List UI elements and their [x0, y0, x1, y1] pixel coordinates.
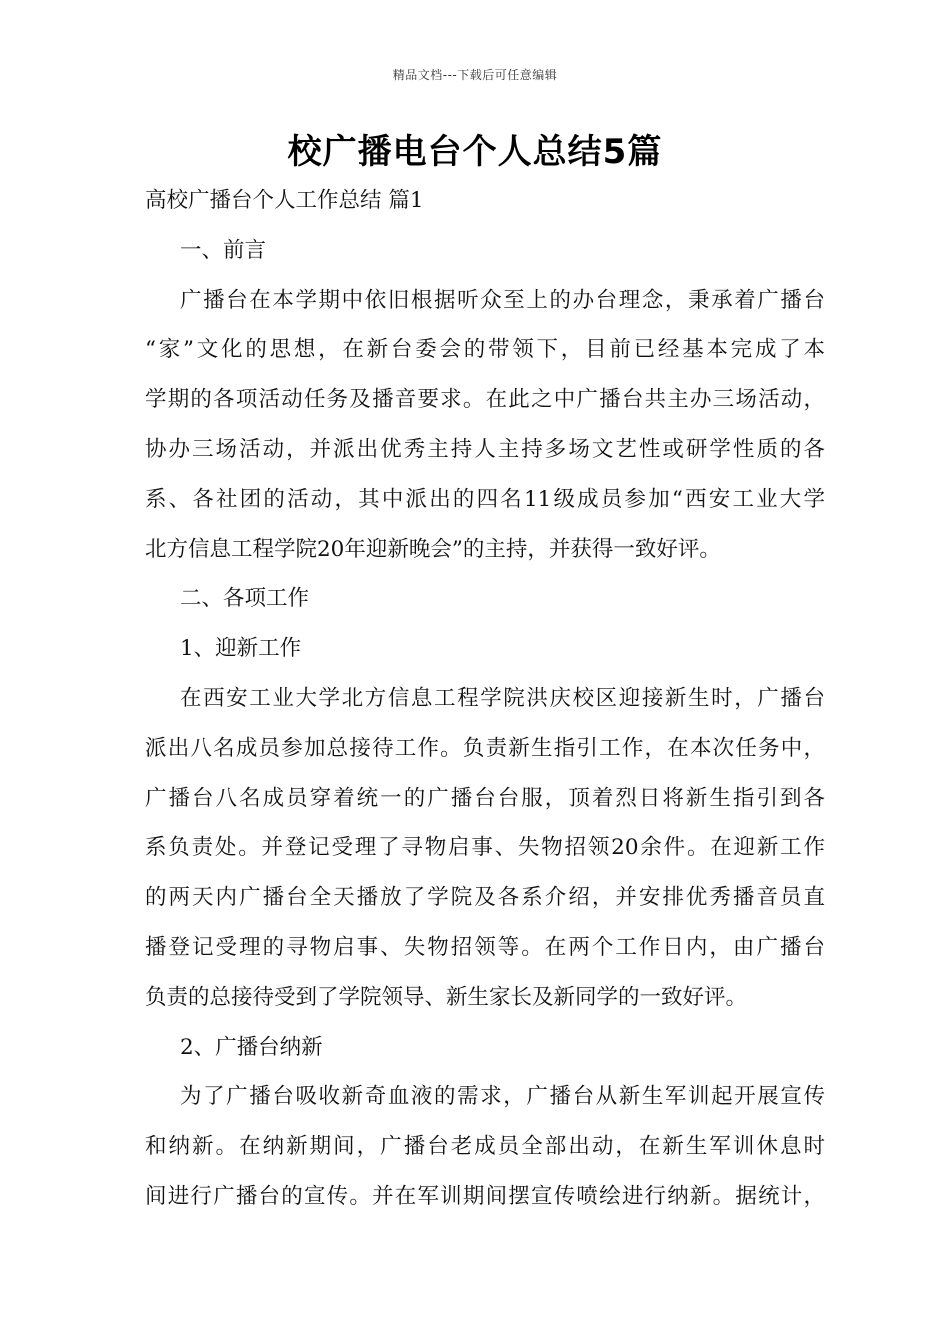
- paragraph-line: 1、迎新工作: [180, 636, 302, 662]
- paragraph-line: 为了广播台吸收新奇血液的需求，广播台从新生军训起开展宣传: [180, 1084, 825, 1110]
- paragraph-line: 2、广播台纳新: [180, 1034, 323, 1060]
- paragraph-line: 负责的总接待受到了学院领导、新生家长及新同学的一致好评。: [145, 984, 748, 1010]
- paragraph-line: 播登记受理的寻物启事、失物招领等。在两个工作日内，由广播台: [145, 934, 825, 960]
- paragraph-line: 一、前言: [180, 237, 267, 263]
- page-title: 校广播电台个人总结5篇: [287, 132, 663, 172]
- paragraph-line: “家”文化的思想，在新台委会的带领下，目前已经基本完成了本: [145, 337, 825, 363]
- paragraph-line: 派出八名成员参加总接待工作。负责新生指引工作，在本次任务中，: [145, 735, 825, 761]
- paragraph-line: 广播台在本学期中依旧根据听众至上的办台理念，秉承着广播台: [180, 287, 825, 313]
- paragraph-line: 高校广播台个人工作总结 篇1: [145, 188, 424, 213]
- paragraph-line: 北方信息工程学院20年迎新晚会”的主持，并获得一致好评。: [145, 536, 721, 562]
- paragraph-line: 在西安工业大学北方信息工程学院洪庆校区迎接新生时，广播台: [180, 685, 825, 711]
- paragraph-line: 间进行广播台的宣传。并在军训期间摆宣传喷绘进行纳新。据统计，: [145, 1183, 825, 1209]
- header-note: 精品文档---下载后可任意编辑: [392, 68, 558, 82]
- document-body: [145, 176, 825, 1222]
- paragraph-line: 学期的各项活动任务及播音要求。在此之中广播台共主办三场活动，: [145, 387, 825, 413]
- paragraph-line: 系负责处。并登记受理了寻物启事、失物招领20余件。在迎新工作: [145, 835, 825, 861]
- paragraph-line: 二、各项工作: [180, 586, 310, 612]
- paragraph-line: 和纳新。在纳新期间，广播台老成员全部出动，在新生军训休息时: [145, 1134, 825, 1160]
- paragraph-line: 的两天内广播台全天播放了学院及各系介绍，并安排优秀播音员直: [145, 885, 825, 911]
- paragraph-line: 协办三场活动，并派出优秀主持人主持多场文艺性或研学性质的各: [145, 436, 825, 462]
- paragraph-line: 系、各社团的活动，其中派出的四名11级成员参加“西安工业大学: [145, 486, 825, 512]
- paragraph-line: 广播台八名成员穿着统一的广播台台服，顶着烈日将新生指引到各: [145, 785, 825, 811]
